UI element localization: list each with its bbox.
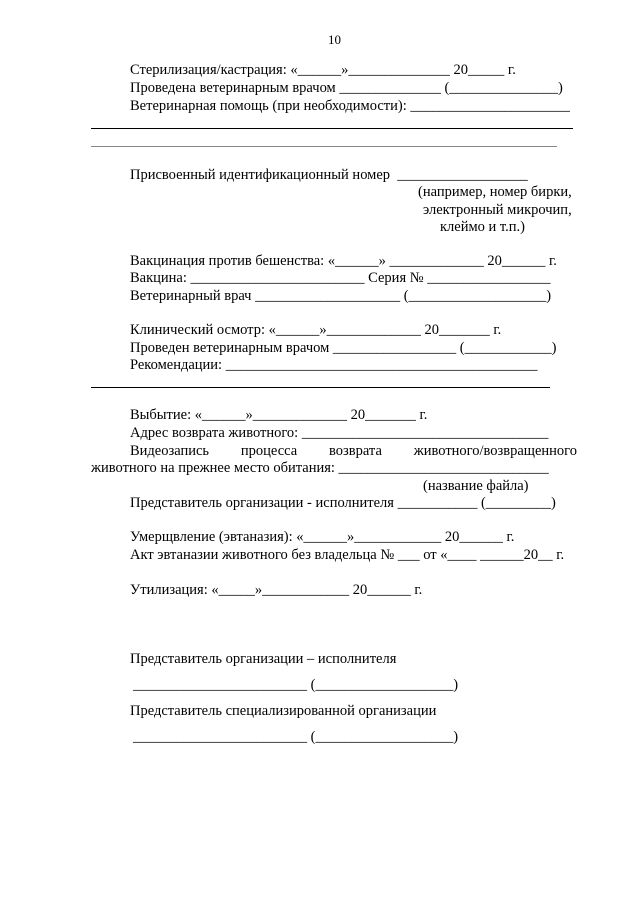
return-address-line: Адрес возврата животного: __________________________________ (130, 425, 549, 441)
departure-date-line: Выбытие: «______»_____________ 20_______ г. (130, 407, 428, 423)
id-number-hint-3: клеймо и т.п.) (440, 219, 525, 235)
vaccination-date-line: Вакцинация против бешенства: «______» _____________ 20______ г. (130, 253, 557, 269)
sterilization-vet-line: Проведена ветеринарным врачом ______________ (_______________) (130, 80, 563, 96)
executor-rep-line: Представитель организации - исполнителя ___________ (_________) (130, 495, 556, 511)
disposal-date-line: Утилизация: «_____»____________ 20______ г. (130, 582, 423, 598)
executor-signature-line: ________________________ (___________________) (133, 677, 459, 693)
recommendations-line: Рекомендации: ___________________________________________ (130, 357, 538, 373)
video-record-line-1 (130, 443, 577, 460)
video-word-2: процесса (240, 443, 298, 459)
video-word-4: животного/возвращенного (413, 443, 577, 459)
page-number: 10 (328, 32, 341, 47)
vet-help-line: Ветеринарная помощь (при необходимости): ______________________ (130, 98, 570, 114)
exam-date-line: Клинический осмотр: «______»_____________ 20_______ г. (130, 322, 502, 338)
vet-help-continuation-line-2 (91, 146, 557, 147)
vaccine-line: Вакцина: ________________________ Серия № _________________ (130, 270, 551, 286)
vaccination-vet-line: Ветеринарный врач ____________________ (___________________) (130, 288, 552, 304)
executor-signature-label: Представитель организации – исполнителя (130, 651, 397, 667)
file-name-hint: (название файла) (423, 478, 529, 494)
id-number-line: Присвоенный идентификационный номер __________________ (130, 167, 528, 183)
vet-help-continuation-line-1 (91, 128, 573, 129)
recommendations-continuation-line (91, 387, 550, 388)
specialized-signature-line: ________________________ (___________________) (133, 729, 459, 745)
id-number-hint-2: электронный микрочип, (423, 202, 572, 218)
euthanasia-act-line: Акт эвтаназии животного без владельца № ___ от «____ ______20__ г. (130, 547, 565, 563)
specialized-signature-label: Представитель специализированной организации (130, 703, 437, 719)
euthanasia-date-line: Умерщвление (эвтаназия): «______»____________ 20______ г. (130, 529, 515, 545)
video-word-1: Видеозапись (130, 443, 210, 459)
id-number-hint-1: (например, номер бирки, (418, 184, 572, 200)
video-record-line-2: животного на прежнее место обитания: _____________________________ (91, 460, 549, 476)
sterilization-line: Стерилизация/кастрация: «______»______________ 20_____ г. (130, 62, 516, 78)
exam-vet-line: Проведен ветеринарным врачом _________________ (____________) (130, 340, 557, 356)
video-word-3: возврата (329, 443, 382, 459)
